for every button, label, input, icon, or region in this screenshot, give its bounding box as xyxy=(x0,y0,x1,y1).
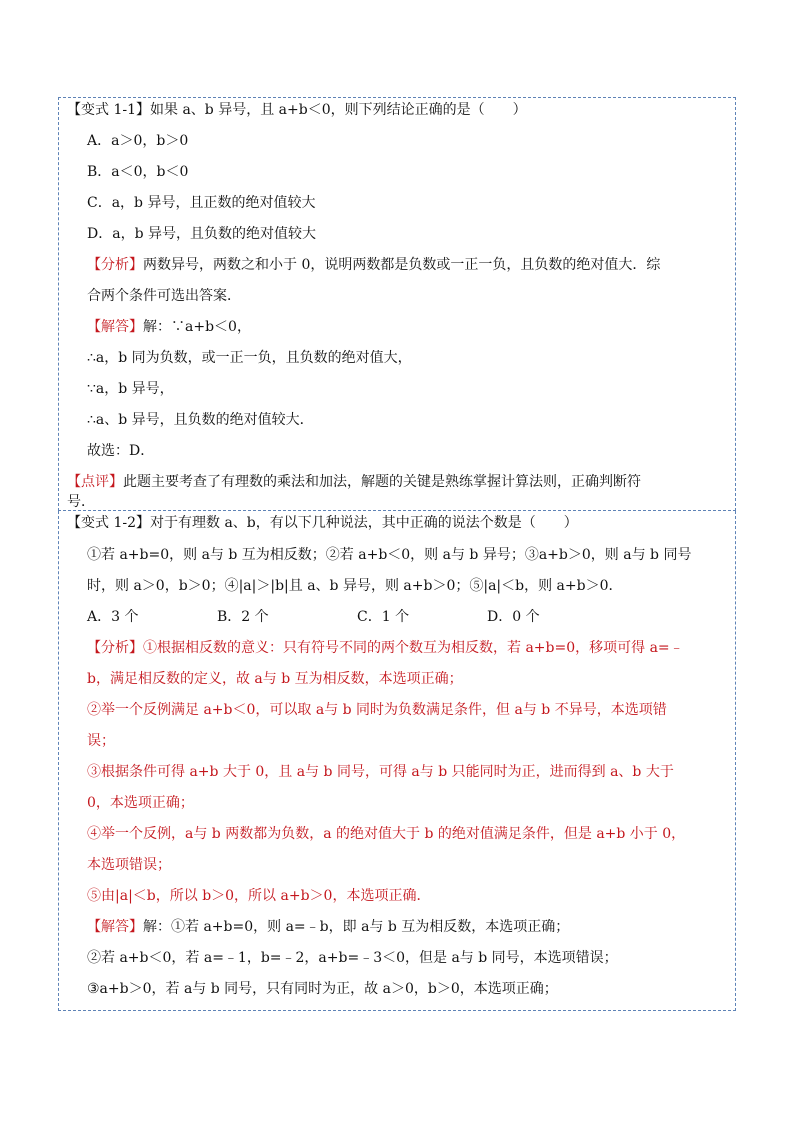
q1-option-a: A．a＞0，b＞0 xyxy=(87,133,189,149)
q2-option-a: A．3 个 xyxy=(87,609,139,625)
q1-analysis-line-1 xyxy=(87,255,660,275)
q2-answer-tag: 【解答】 xyxy=(87,919,143,935)
q2-answer-line-3: ③a+b＞0，若 a与 b 同号，只有同时为正，故 a＞0，b＞0，本选项正确； xyxy=(87,981,558,997)
q1-answer-text-1: 解：∵a+b＜0， xyxy=(143,319,251,335)
q2-analysis-line-1 xyxy=(87,638,684,658)
q2-analysis-line-6: 0，本选项正确； xyxy=(87,795,194,811)
q2-option-d: D．0 个 xyxy=(487,609,540,625)
q2-answer-line-1 xyxy=(87,917,569,937)
q2-analysis-text-1: ①根据相反数的意义：只有符号不同的两个数互为相反数，若 a+b=0，移项可得 a=﹣ xyxy=(143,640,684,656)
question-block-1-2 xyxy=(58,511,736,1011)
q2-analysis-line-5: ③根据条件可得 a+b 大于 0，且 a与 b 同号，可得 a与 b 只能同时为正，进而得到 a、b 大于 xyxy=(87,764,674,780)
q2-analysis-line-9: ⑤由|a|＜b，所以 b＞0，所以 a+b＞0，本选项正确． xyxy=(87,888,431,904)
q1-comment-tag: 【点评】 xyxy=(67,474,123,490)
q2-option-c: C．1 个 xyxy=(357,609,410,625)
q1-answer-line-3: ∵a，b 异号， xyxy=(87,381,174,397)
q2-tag: 【变式 1-2】 xyxy=(67,515,150,531)
question-block-1-1 xyxy=(58,97,736,511)
q2-analysis-tag: 【分析】 xyxy=(87,640,143,656)
q2-analysis-line-4: 误； xyxy=(87,733,115,749)
q2-analysis-line-3: ②举一个反例满足 a+b＜0，可以取 a与 b 同时为负数满足条件，但 a与 b 不异号，本选项错 xyxy=(87,702,667,718)
q1-answer-line-1 xyxy=(87,317,251,337)
q1-option-b: B．a＜0，b＜0 xyxy=(87,164,189,180)
q1-comment-line-2: 号． xyxy=(67,494,95,510)
q2-analysis-line-8: 本选项错误； xyxy=(87,857,171,873)
q2-option-b: B．2 个 xyxy=(217,609,269,625)
q2-stem-line xyxy=(67,513,578,533)
q1-option-c: C．a，b 异号，且正数的绝对值较大 xyxy=(87,195,316,211)
q2-stem-line-2: 时，则 a＞0，b＞0；④|a|＞|b|且 a、b 异号，则 a+b＞0；⑤|a|＜b，则 a+b＞0． xyxy=(87,578,623,594)
q1-stem: 如果 a、b 异号，且 a+b＜0，则下列结论正确的是（ ） xyxy=(150,102,527,118)
q1-stem-line xyxy=(67,100,527,120)
q1-comment-line-1 xyxy=(67,472,641,492)
q1-comment-text-1: 此题主要考查了有理数的乘法和加法，解题的关键是熟练掌握计算法则，正确判断符 xyxy=(123,474,641,490)
q1-tag: 【变式 1-1】 xyxy=(67,102,150,118)
q2-stem: 对于有理数 a、b，有以下几种说法，其中正确的说法个数是（ ） xyxy=(150,515,578,531)
q1-analysis-line-2: 合两个条件可选出答案． xyxy=(87,288,241,304)
q1-answer-line-2: ∴a，b 同为负数，或一正一负，且负数的绝对值大， xyxy=(87,350,412,366)
q2-answer-line-2: ②若 a+b＜0，若 a=﹣1，b=﹣2，a+b=﹣3＜0，但是 a与 b 同号，本选项错误； xyxy=(87,950,618,966)
q2-analysis-line-7: ④举一个反例，a与 b 两数都为负数，a 的绝对值大于 b 的绝对值满足条件，但是 a+b 小于 0， xyxy=(87,826,686,842)
q1-analysis-text-1: 两数异号，两数之和小于 0，说明两数都是负数或一正一负，且负数的绝对值大．综 xyxy=(143,257,661,273)
q1-answer-line-5: 故选：D． xyxy=(87,443,155,459)
q1-answer-tag: 【解答】 xyxy=(87,319,143,335)
q2-stem-line-1: ①若 a+b=0，则 a与 b 互为相反数；②若 a+b＜0，则 a与 b 异号；③a+b＞0，则 a与 b 同号 xyxy=(87,547,692,563)
q1-answer-line-4: ∴a、b 异号，且负数的绝对值较大． xyxy=(87,412,314,428)
q1-option-d: D．a，b 异号，且负数的绝对值较大 xyxy=(87,226,316,242)
q2-answer-text-1: 解：①若 a+b=0，则 a=﹣b，即 a与 b 互为相反数，本选项正确； xyxy=(143,919,570,935)
q2-analysis-line-2: b，满足相反数的定义，故 a与 b 互为相反数，本选项正确； xyxy=(87,671,463,687)
q1-analysis-tag: 【分析】 xyxy=(87,257,143,273)
